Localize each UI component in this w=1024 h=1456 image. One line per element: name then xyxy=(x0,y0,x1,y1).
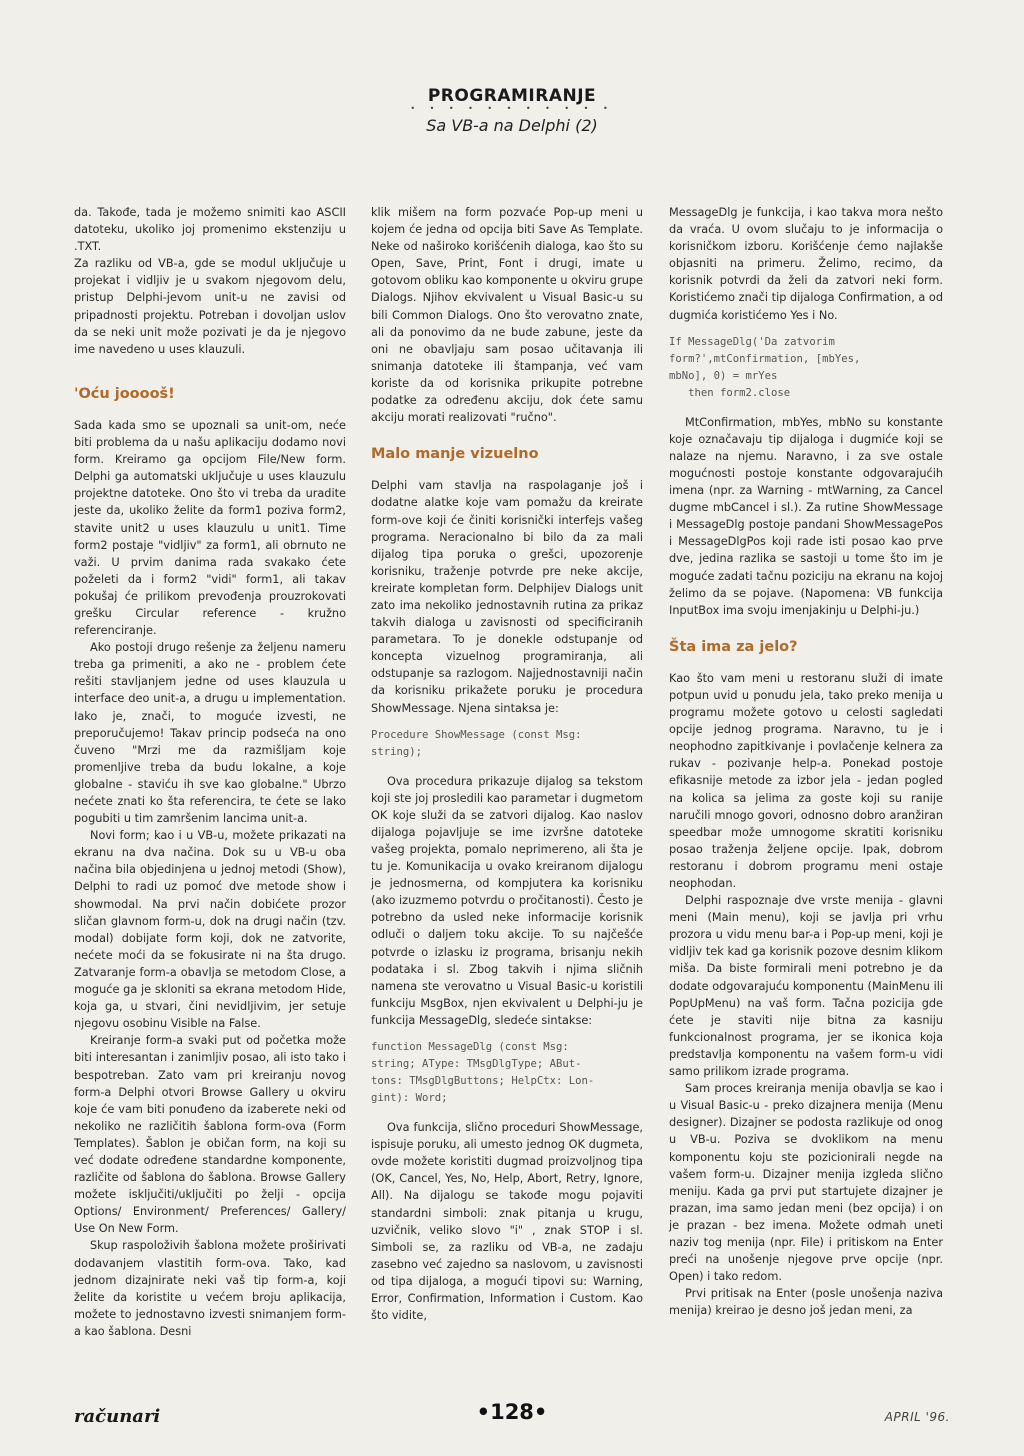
paragraph: Ako postoji drugo rešenje za željenu nameru treba ga primeniti, a ako ne - problem ćete rešiti stavljanjem jedne od uses klauzula u interface deo unit-a, a drugu u implementation. Iako je, znači, to moguće izvesti, ne preporučujemo! Takav princip podseća na ono čuveno "Mrzi me da razmišljam koje promenljive treba da budu lokalne, a koje globalne - staviću ih sve kao globalne." Ubrzo nećete znati ko šta referencira, te ćete se lako pogubiti u tim zamršenim lancima unit-a. xyxy=(74,641,346,826)
code-block: If MessageDlg('Da zatvorim form?',mtConfirmation, [mbYes, mbNo], 0) = mrYes then form2.close xyxy=(669,335,861,399)
paragraph: Ova funkcija, slično proceduri ShowMessage, ispisuje poruku, ali umesto jednog OK dugmeta, ovde možete koristiti dugmad proizvoljnog tipa (OK, Cancel, Yes, No, Help, Abort, Retry, Ignore, All). Na dijalogu se takođe mogu pojaviti standardni simboli: znak pitanja u krugu, uzvičnik, veliko slovo "i" , znak STOP i sl. Simboli se, za razliku od VB-a, ne zadaju zasebno već zajedno sa naslovom, u zavisnosti od tipa dijaloga, a mogući tipovi su: Warning, Error, Confirmation, Information i Custom. Kao što vidite, xyxy=(371,1121,643,1323)
column-1 xyxy=(74,204,346,1340)
issue-date: APRIL '96. xyxy=(884,1410,950,1424)
title-dots: • • • • • • • • • • • xyxy=(410,104,614,113)
paragraph: Delphi raspoznaje dve vrste menija - glavni meni (Main menu), koji se javlja pri vrhu prozora u vidu menu bar-a i Pop-up meni, koji je vidljiv tek kad ga korisnik pozove desnim klikom miša. Da biste formirali meni potrebno je da dodate odgovarajuću komponentu (MainMenu ili PopUpMenu) na vaš form. Tačna pozicija gde ćete je staviti nije bitna za kasniju funkcionalnost programa, jer se ikonica koja predstavlja komponentu na vašem form-u vidi samo prilikom izrade programa. xyxy=(669,894,943,1079)
paragraph: da. Takođe, tada je možemo snimiti kao ASCII datoteku, ukoliko joj promenimo ekstenziju u .TXT. xyxy=(74,206,346,254)
paragraph: Ova procedura prikazuje dijalog sa tekstom koji ste joj prosledili kao parametar i dugmetom OK koje služi da se zatvori dijalog. Kao naslov dijaloga pojavljuje se ime izvršne datoteke vašeg projekta, pomalo neprimereno, ali šta je tu je. Komunikacija u ovako kreiranom dijalogu je jednosmerna, od kompjutera ka korisniku (ako izuzmemo potvrdu o pročitanosti). Često je potrebno da usled neke informacije korisnik odluči o daljem toku akcije. To su najčešće potvrde o izlasku iz programa, brisanju nekih podataka i sl. Zbog takvih i njima sličnih namena ste verovatno u Visual Basic-u koristili funkciju MsgBox, njen ekvivalent u Delphi-ju je funkcija MessageDlg, sledeće sintakse: xyxy=(371,774,643,1027)
page-header xyxy=(0,86,1024,135)
paragraph: Kreiranje form-a svaki put od početka može biti interesantan i zanimljiv posao, ali isto tako i bespotreban. Zato vam pri kreiranju novog form-a Delphi otvori Browse Gallery u okviru koje će vam biti ponuđeno da izaberete neki od nekoliko ne različitih šablona form-ova (Form Templates). Šablon je običan form, na koji su već dodate određene standardne komponente, različite od šablona do šablona. Browse Gallery možete isključiti/uključiti po želji - opcija Options/ Environment/ Preferences/ Gallery/ Use On New Form. xyxy=(74,1034,346,1236)
column-3 xyxy=(669,204,943,1319)
paragraph: Prvi pritisak na Enter (posle unošenja naziva menija) kreirao je desno još jedan meni, za xyxy=(669,1287,943,1318)
paragraph: MtConfirmation, mbYes, mbNo su konstante koje označavaju tip dijaloga i dugmiće koji se nalaze na njemu. Naravno, i za sve ostale mogućnosti postoje konstante odgovarajućih imena (npr. za Warning - mtWarning, za Cancel dugme mbCancel i sl.). Za rutine ShowMessage i MessageDlg postoje pandani ShowMessagePos i MessageDlgPos koji rade isti posao kao prve dve, jedina razlika se sastoji u tome što im je moguće zadati tačnu poziciju na ekranu na kojoj želimo da se pojave. (Napomena: VB funkcija InputBox ima svoju imenjakinju u Delphi-ju.) xyxy=(669,415,943,617)
code-block: function MessageDlg (const Msg: string; AType: TMsgDlgType; ABut- tons: TMsgDlgButtons; HelpCtx: Lon- gint): Word; xyxy=(371,1041,595,1105)
paragraph: Kao što vam meni u restoranu služi di imate potpun uvid u ponudu jela, tako preko menija u programu možete gotovo u celosti sagledati opcije jednog programa. Naravno, tu je i neophodno zapitkivanje i povlačenje kelnera za rukav - pozivanje help-a. Ponekad postoje efikasnije metode za izbor jela - jedan pogled na kolica sa jelima za goste koji su ranije naručili mnogo govori, odnosno dobro aranžiran speedbar može umnogome skratiti korisniku posao traženja željene opcije. Ipak, dobrom restoranu i dobrom programu meni ostaje neophodan. xyxy=(669,671,943,890)
subheading: Malo manje vizuelno xyxy=(371,446,539,463)
column-2 xyxy=(371,204,643,1324)
paragraph: klik mišem na form pozvaće Pop-up meni u kojem će jedna od opcija biti Save As Template. Neke od naširoko korišćenih dialoga, kao što su Open, Save, Print, Font i drugi, imate u gotovom obliku kao komponente u okviru grupe Dialogs. Njihov ekvivalent u Visual Basic-u su bili Common Dialogs. Ono što verovatno znate, ali da ponovimo da ne bude zabune, jeste da oni ne obavljaju sam posao učitavanja ili snimanja datoteke ili štampanja, već vam koriste da od korisnika prikupite potrebne podatke za određenu akciju, dok ćete samu akciju morati realizovati "ručno". xyxy=(371,206,643,425)
paragraph: Skup raspoloživih šablona možete proširivati dodavanjem vlastitih form-ova. Tako, kad jednom dizajnirate neki vaš tip form-a, koji želite da koristite u većem broju aplikacija, možete to jednostavno izvesti snimanjem form-a kao šablona. Desni xyxy=(74,1239,346,1338)
paragraph: MessageDlg je funkcija, i kao takva mora nešto da vraća. U ovom slučaju to je informacija o korisničkom izboru. Korišćenje ćemo najlakše objasniti na primeru. Želimo, recimo, da korisnik potvrdi da želi da zatvori neki form. Koristićemo znači tip dijaloga Confirmation, a od dugmića koristićemo Yes i No. xyxy=(669,206,943,322)
section-title: PROGRAMIRANJE xyxy=(427,86,597,106)
subheading: 'Oću jooooš! xyxy=(74,385,175,402)
paragraph: Sada kada smo se upoznali sa unit-om, neće biti problema da u našu aplikaciju dodamo novi form. Kreiramo ga opcijom File/New form. Delphi ga automatski uključuje u uses klauzulu projektne datoteke. Ono što vi treba da uradite jeste da, ukoliko želite da form1 poziva form2, stavite unit2 u uses klauzulu u unit1. Time form2 postaje "vidljiv" za form1, ali obrnuto ne važi. U prvim danima rada svakako ćete poželeti da i form2 "vidi" form1, ali takav pokušaj će prilikom prevođenja prouzrokovati grešku Circular reference - kružno referenciranje. xyxy=(74,418,346,638)
paragraph: Delphi vam stavlja na raspolaganje još i dodatne alatke koje vam pomažu da kreirate form-ove koji će činiti korisnički interfejs vašeg programa. Neracionalno bi bilo da za mali dijalog tipa poruka o grešci, upozorenje korisniku, traženje potvrde pre neke akcije, kreirate kompletan form. Delphijev Dialogs unit zato ima nekoliko jednostavnih rutina za prikaz takvih dialoga u zavisnosti od specificiranih parametara. To je donekle odstupanje od koncepta vizuelnog programiranja, ali odstupanje sa razlogom. Najjednostavniji način da korisniku prikažete poruku je procedura ShowMessage. Njena sintaksa je: xyxy=(371,479,643,715)
paragraph: Za razliku od VB-a, gde se modul uključuje u projekat i vidljiv je u svakom njegovom delu, pristup Delphi-jevom unit-u ne zavisi od pripadnosti projektu. Potreban i dovoljan uslov da se neki unit može pozivati je da je njegovo ime navedeno u uses klauzuli. xyxy=(74,257,346,356)
paragraph: Novi form; kao i u VB-u, možete prikazati na ekranu na dva načina. Dok su u VB-u oba načina bila objedinjena u jednoj metodi (Show), Delphi to radi uz pomoć dve metode show i showmodal. Na prvi način dobićete prozor sličan glavnom form-u, dok na drugi način (tzv. modal) dobijate form koji, dok ne zatvorite, nećete moći da se fokusirate ni na šta drugo. Zatvaranje form-a obavlja se metodom Close, a moguće ga je skloniti sa ekrana metodom Hide, koja ga, u stvari, čini nevidljivim, jer setuje njegovu osobinu Visible na False. xyxy=(74,829,346,1031)
code-block: Procedure ShowMessage (const Msg: string); xyxy=(371,728,582,758)
subheading: Šta ima za jelo? xyxy=(669,638,798,655)
page-number: •128• xyxy=(476,1400,548,1424)
magazine-logo: računari xyxy=(74,1406,161,1427)
article-subtitle: Sa VB-a na Delphi (2) xyxy=(426,116,598,135)
paragraph: Sam proces kreiranja menija obavlja se kao i u Visual Basic-u - preko dizajnera menija (Menu designer). Dizajner se podosta razlikuje od onog u VB-u. Poziva se dvoklikom na menu komponentu koju ste pozicionirali negde na vašem form-u. Dizajner menija izgleda slično meniju. Kada ga prvi put startujete dizajner je prazan, ima samo jedan meni (bez opcija) i on je prazan - bez imena. Možete odmah uneti naziv tog menija (npr. File) i pritiskom na Enter preći na unošenje njegove prve opcije (npr. Open) i tako redom. xyxy=(669,1082,943,1284)
